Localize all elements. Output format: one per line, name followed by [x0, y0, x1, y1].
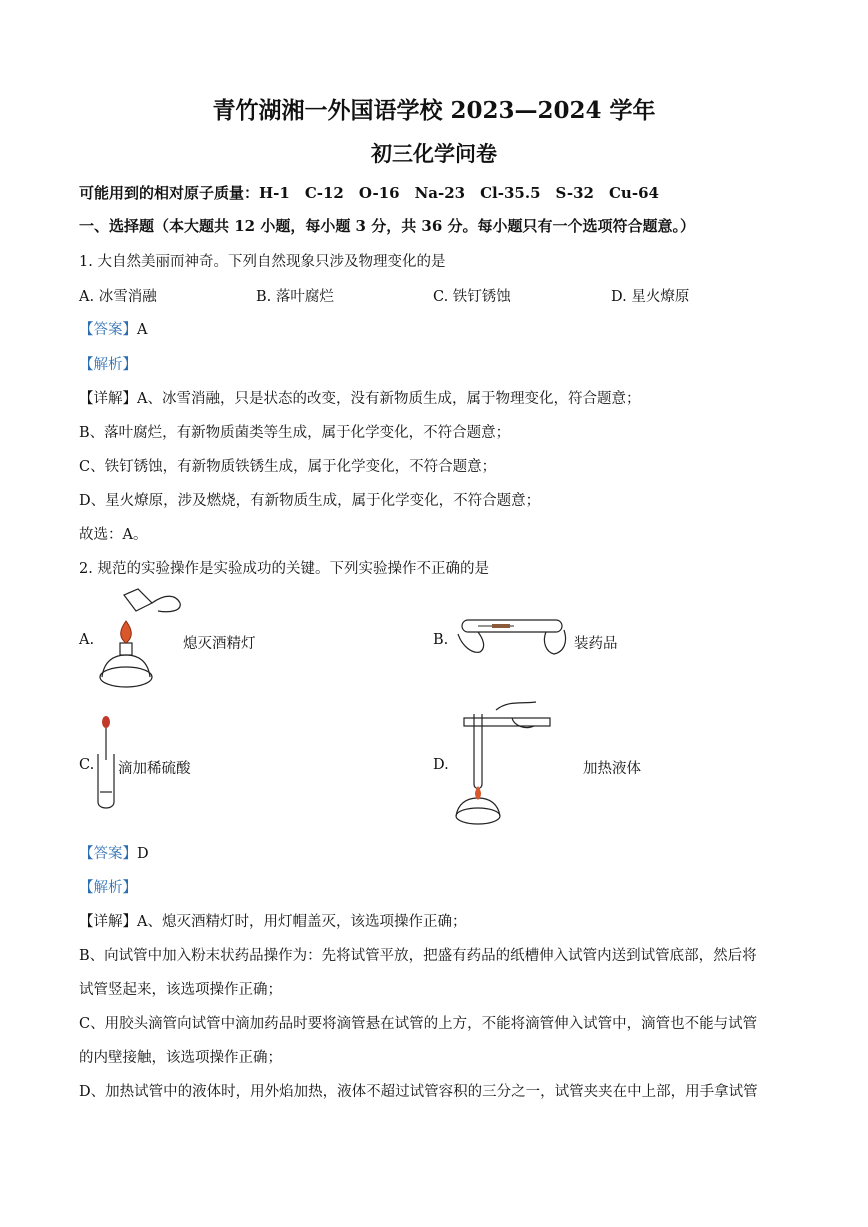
document-subtitle: 初三化学问卷	[371, 141, 497, 166]
q2-option-d-caption: 加热液体	[583, 761, 641, 777]
q1-detail-line: 【详解】A、冰雪消融，只是状态的改变，没有新物质生成，属于物理变化，符合题意；	[79, 391, 641, 407]
q2-option-c-caption: 滴加稀硫酸	[118, 761, 191, 777]
answer-value: A	[137, 322, 148, 338]
answer-value: D	[137, 846, 149, 862]
answer-tag: 【答案】	[79, 846, 137, 862]
q2-answer	[79, 842, 149, 863]
q2-detail-line: D、加热试管中的液体时，用外焰加热，液体不超过试管容积的三分之一，试管夹夹在中上部，用手拿试管	[79, 1084, 758, 1100]
q1-option-c: C. 铁钉锈蚀	[433, 289, 511, 305]
q2-option-a-caption: 熄灭酒精灯	[183, 636, 256, 652]
q2-option-d-letter: D.	[433, 757, 449, 773]
q2-detail-line: 的内壁接触，该选项操作正确；	[79, 1050, 282, 1066]
q2-option-c-letter: C.	[79, 757, 95, 773]
q2-detail-line: 试管竖起来，该选项操作正确；	[79, 982, 282, 998]
q1-analysis-tag: 【解析】	[79, 357, 137, 373]
heat-liquid-figure	[452, 700, 556, 830]
section-heading: 一、选择题（本大题共 12 小题，每小题 3 分，共 36 分。每小题只有一个选项符合题意。）	[79, 217, 696, 235]
document-title: 青竹湖湘一外国语学校 2023—2024 学年	[212, 97, 656, 124]
q2-detail-line: C、用胶头滴管向试管中滴加药品时要将滴管悬在试管的上方，不能将滴管伸入试管中，滴管也不能与试管	[79, 1016, 758, 1032]
extinguish-lamp-figure	[96, 585, 186, 695]
q1-detail-line: D、星火燎原，涉及燃烧，有新物质生成，属于化学变化，不符合题意；	[79, 493, 541, 509]
q2-option-a-letter: A.	[79, 632, 95, 648]
answer-tag: 【答案】	[79, 322, 137, 338]
q1-answer	[79, 318, 147, 339]
q1-stem: 1. 大自然美丽而神奇。下列自然现象只涉及物理变化的是	[79, 254, 446, 270]
q2-analysis-tag: 【解析】	[79, 880, 137, 896]
q1-option-b: B. 落叶腐烂	[256, 289, 334, 305]
q2-detail-line: B、向试管中加入粉末状药品操作为：先将试管平放，把盛有药品的纸槽伸入试管内送到试管底部，然后将	[79, 948, 757, 964]
atomic-masses: 可能用到的相对原子质量：H-1 C-12 O-16 Na-23 Cl-35.5 S-32 Cu-64	[79, 184, 659, 202]
q2-stem: 2. 规范的实验操作是实验成功的关键。下列实验操作不正确的是	[79, 561, 489, 577]
q1-detail-line: 故选：A。	[79, 527, 148, 543]
q1-detail-line: B、落叶腐烂，有新物质菌类等生成，属于化学变化，不符合题意；	[79, 425, 511, 441]
q1-detail-line: C、铁钉锈蚀，有新物质铁锈生成，属于化学变化，不符合题意；	[79, 459, 497, 475]
q2-detail-line: 【详解】A、熄灭酒精灯时，用灯帽盖灭，该选项操作正确；	[79, 914, 467, 930]
q2-option-b-letter: B.	[433, 632, 449, 648]
q1-option-d: D. 星火燎原	[611, 289, 690, 305]
load-reagent-figure	[454, 612, 570, 662]
q2-option-b-caption: 装药品	[574, 636, 618, 652]
add-acid-dropper-figure	[94, 714, 118, 814]
q1-option-a: A. 冰雪消融	[79, 289, 157, 305]
